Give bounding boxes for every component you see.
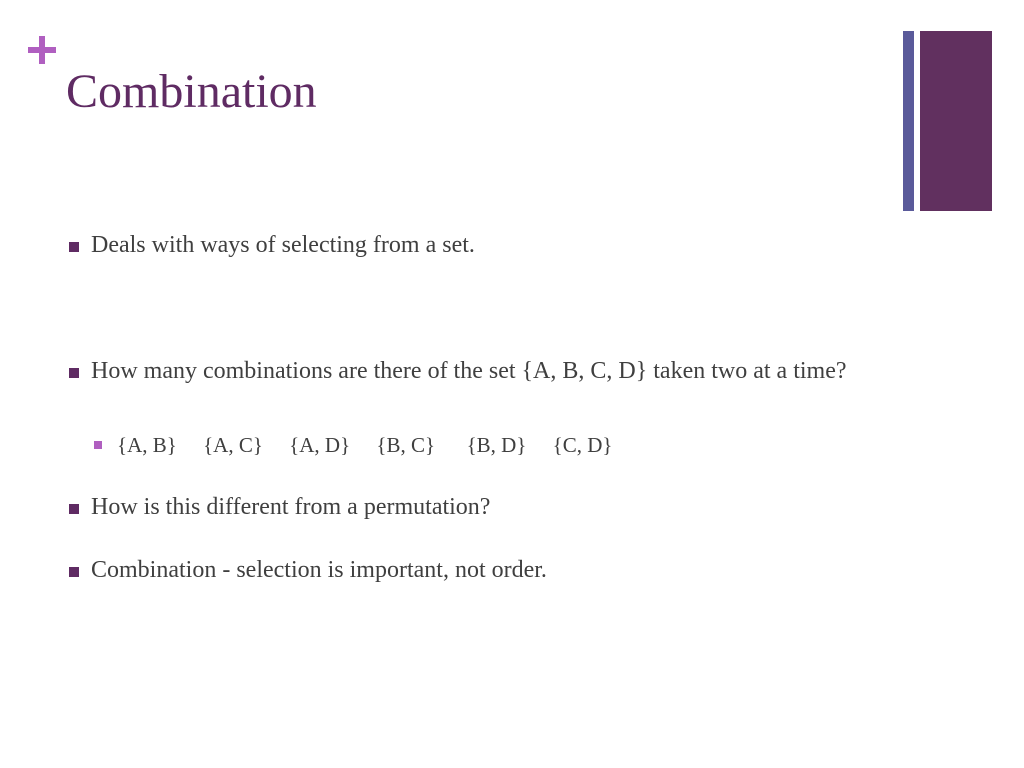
plus-icon-vertical-stroke bbox=[39, 36, 45, 64]
square-bullet-icon bbox=[69, 368, 79, 378]
bullet-item-1 bbox=[66, 228, 896, 262]
slide-title: Combination bbox=[66, 65, 317, 118]
plus-icon bbox=[28, 36, 56, 64]
square-bullet-icon bbox=[69, 567, 79, 577]
bullet-text: Combination - selection is important, not order. bbox=[91, 557, 547, 583]
square-bullet-icon bbox=[69, 242, 79, 252]
decorative-thick-bar bbox=[920, 31, 992, 211]
bullet-item-4 bbox=[66, 553, 896, 587]
bullet-item-2 bbox=[66, 354, 896, 388]
bullet-text: How is this different from a permutation? bbox=[91, 494, 491, 520]
bullet-text: Deals with ways of selecting from a set. bbox=[91, 232, 475, 258]
sub-bullet-item-1 bbox=[92, 431, 892, 459]
bullet-text: How many combinations are there of the set {A, B, C, D} taken two at a time? bbox=[91, 358, 847, 384]
square-sub-bullet-icon bbox=[94, 441, 102, 449]
bullet-item-3 bbox=[66, 490, 896, 524]
sub-bullet-text: {A, B} {A, C} {A, D} {B, C} {B, D} {C, D} bbox=[117, 433, 613, 457]
decorative-thin-bar bbox=[903, 31, 914, 211]
square-bullet-icon bbox=[69, 504, 79, 514]
